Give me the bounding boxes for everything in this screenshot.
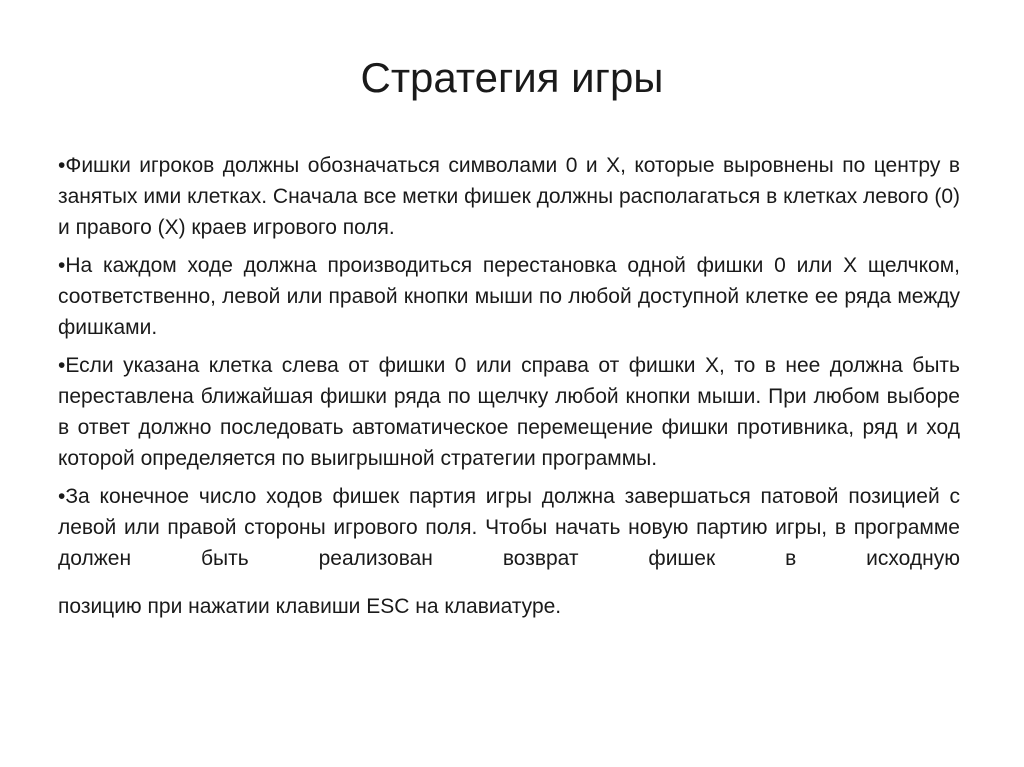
bullet-continuation: позицию при нажатии клавиши ESC на клавиатуре. [58,595,562,618]
slide-title: Стратегия игры [360,54,664,101]
bullet-item: •За конечное число ходов фишек партия игры должна завершаться патовой позицией с левой или правой стороны игрового поля. Чтобы начать новую партию игры, в программе должен быть реализован возврат фишек в исходную [58,485,960,570]
slide-body [58,150,960,622]
bullet-item: •Если указана клетка слева от фишки 0 или справа от фишки X, то в нее должна быть переставлена ближайшая фишки ряда по щелчку любой кнопки мыши. При любом выборе в ответ должно последовать автоматическое перемещение фишки противника, ряд и ход которой определяется по выигрышной стратегии программы. [58,354,960,470]
bullet-item: •Фишки игроков должны обозначаться символами 0 и X, которые выровнены по центру в занятых ими клетках. Сначала все метки фишек должны располагаться в клетках левого (0) и правого (X) краев игрового поля. [58,154,960,239]
bullet-item: •На каждом ходе должна производиться перестановка одной фишки 0 или X щелчком, соответственно, левой или правой кнопки мыши по любой доступной клетке ее ряда между фишками. [58,254,960,339]
